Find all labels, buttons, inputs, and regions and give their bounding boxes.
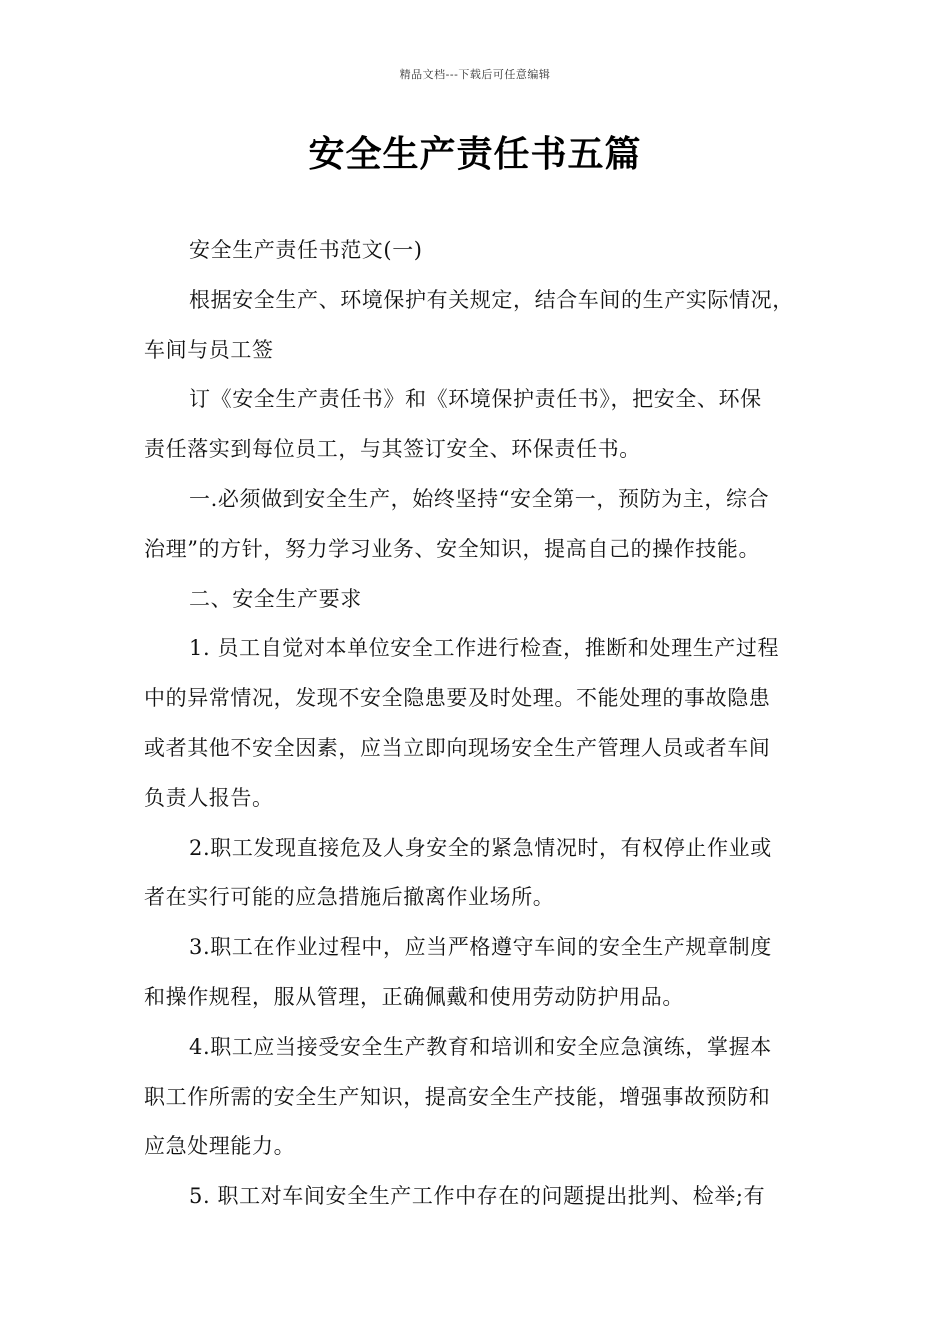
- text-line: 应急处理能力。: [144, 1134, 296, 1159]
- text-line: 订《安全生产责任书》和《环境保护责任书》，把安全、环保: [189, 387, 762, 412]
- document-body: [144, 226, 808, 1222]
- text-line: 负责人报告。: [144, 785, 274, 810]
- text-line: 中的异常情况，发现不安全隐患要及时处理。不能处理的事故隐患: [144, 686, 771, 711]
- text-line: 1. 员工自觉对本单位安全工作进行检查，推断和处理生产过程: [189, 636, 780, 661]
- text-line: 治理”的方针，努力学习业务、安全知识，提高自己的操作技能。: [144, 536, 761, 561]
- text-line: 3.职工在作业过程中，应当严格遵守车间的安全生产规章制度: [189, 935, 772, 960]
- text-line: 根据安全生产、环境保护有关规定，结合车间的生产实际情况，: [189, 287, 794, 312]
- text-line: 2.职工发现直接危及人身安全的紧急情况时，有权停止作业或: [189, 835, 772, 860]
- text-line: 者在实行可能的应急措施后撤离作业场所。: [144, 885, 555, 910]
- text-line: 和操作规程，服从管理，正确佩戴和使用劳动防护用品。: [144, 984, 684, 1009]
- text-line: 或者其他不安全因素，应当立即向现场安全生产管理人员或者车间: [144, 735, 771, 760]
- text-line: 责任落实到每位员工，与其签订安全、环保责任书。: [144, 437, 641, 462]
- text-line: 职工作所需的安全生产知识，提高安全生产技能，增强事故预防和: [144, 1084, 771, 1109]
- header-note: 精品文档---下载后可任意编辑: [399, 68, 551, 81]
- text-line: 安全生产责任书范文(一): [189, 238, 423, 262]
- text-line: 一.必须做到安全生产，始终坚持“安全第一，预防为主，综合: [189, 486, 770, 511]
- text-line: 二、安全生产要求: [189, 586, 362, 611]
- document-title: 安全生产责任书五篇: [308, 134, 642, 175]
- text-line: 5. 职工对车间安全生产工作中存在的问题提出批判、检举;有: [189, 1184, 766, 1209]
- text-line: 4.职工应当接受安全生产教育和培训和安全应急演练，掌握本: [189, 1034, 772, 1059]
- text-line: 车间与员工签: [144, 337, 274, 362]
